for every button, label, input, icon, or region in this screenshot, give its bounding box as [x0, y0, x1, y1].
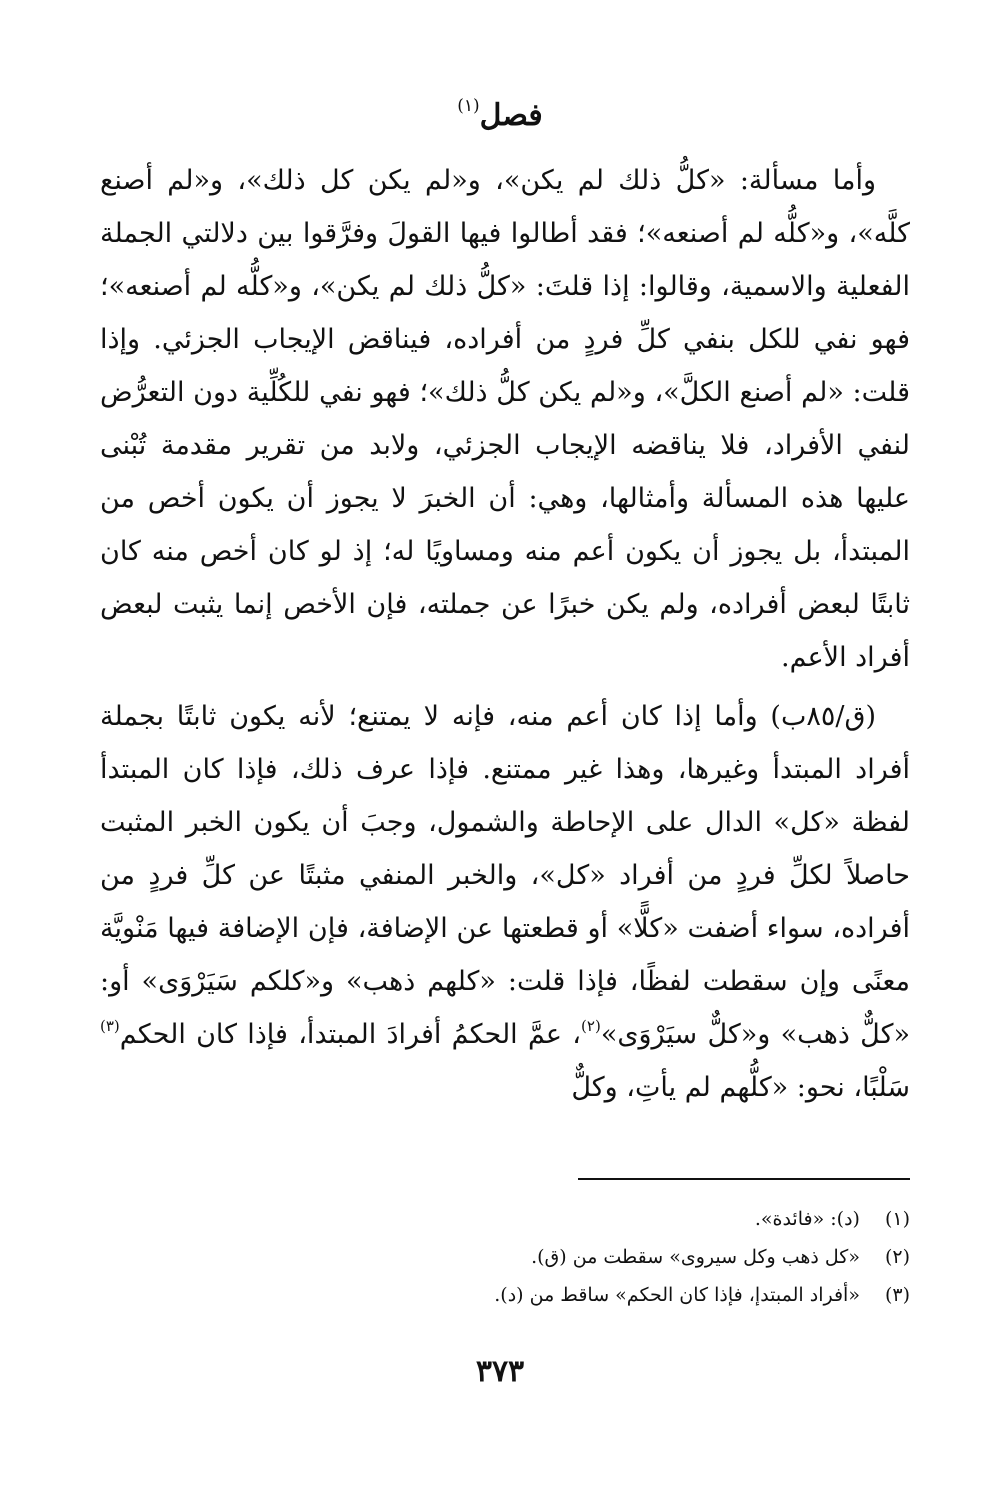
footnote-number: (٢): [884, 1246, 910, 1268]
footnote-ref-2: (٢): [581, 1017, 601, 1035]
footnote-number: (٣): [884, 1284, 910, 1306]
footnotes-list: [100, 1200, 910, 1314]
paragraph-2-text-c: سَلْبًا، نحو: «كلُّهم لم يأتِ، وكلٌّ: [571, 1072, 910, 1103]
footnote-item: [100, 1276, 910, 1314]
footnote-number: (١): [884, 1208, 910, 1230]
footnote-item: [100, 1238, 910, 1276]
footnote-divider: [578, 1178, 910, 1180]
section-title: فصل: [479, 98, 543, 133]
footnote-ref-3: (٣): [100, 1017, 120, 1035]
paragraph-2: [100, 690, 910, 1114]
footnote-text: (د): «فائدة».: [754, 1208, 860, 1230]
footnote-item: [100, 1200, 910, 1238]
footnote-ref-1: (١): [457, 96, 480, 116]
paragraph-2-text-b: ، عمَّ الحكمُ أفرادَ المبتدأ، فإذا كان الحكم: [119, 1019, 582, 1050]
section-heading: [0, 86, 1000, 136]
page-number: ٣٧٣: [475, 1354, 525, 1389]
paragraph-1: وأما مسألة: «كلُّ ذلك لم يكن»، و«لم يكن كل ذلك»، و«لم أصنع كلَّه»، و«كلُّه لم أصنعه»؛ فقد أطالوا فيها القولَ وفرَّقوا بين دلالتي الجملة الفعلية والاسمية، وقالوا: إذا قلتَ: «كلُّ ذلك لم يكن»، و«كلُّه لم أصنعه»؛ فهو نفي للكل بنفي كلِّ فردٍ من أفراده، فيناقض الإيجاب الجزئي. وإذا قلت: «لم أصنع الكلَّ»، و«لم يكن كلُّ ذلك»؛ فهو نفي للكُلِّية دون التعرُّض لنفي الأفراد، فلا يناقضه الإيجاب الجزئي، ولابد من تقرير مقدمة تُبْنى عليها هذه المسألة وأمثالها، وهي: أن الخبرَ لا يجوز أن يكون أخص من المبتدأ، بل يجوز أن يكون أعم منه ومساويًا له؛ إذ لو كان أخص منه كان ثابتًا لبعض أفراده، ولم يكن خبرًا عن جملته، فإن الأخص إنما يثبت لبعض أفراد الأعم.: [100, 165, 910, 673]
footnote-text: «أفراد المبتدإ، فإذا كان الحكم» ساقط من (د).: [494, 1284, 860, 1306]
footnote-text: «كل ذهب وكل سيروى» سقطت من (ق).: [531, 1246, 860, 1268]
paragraph-2-text-a: (ق/٨٥ب) وأما إذا كان أعم منه، فإنه لا يمتنع؛ لأنه يكون ثابتًا بجملة أفراد المبتدأ وغيرها، وهذا غير ممتنع. فإذا عرف ذلك، فإذا كان المبتدأ لفظة «كل» الدال على الإحاطة والشمول، وجبَ أن يكون الخبر المثبت حاصلاً لكلِّ فردٍ من أفراد «كل»، والخبر المنفي مثبتًا عن كلِّ فردٍ من أفراده، سواء أضفت «كلًّا» أو قطعتها عن الإضافة، فإن الإضافة فيها مَنْويَّة معنًى وإن سقطت لفظًا، فإذا قلت: «كلهم ذهب» و«كلكم سَيَرْوَى» أو: «كلٌّ ذهب» و«كلٌّ سيَرْوَى»: [100, 701, 910, 1050]
